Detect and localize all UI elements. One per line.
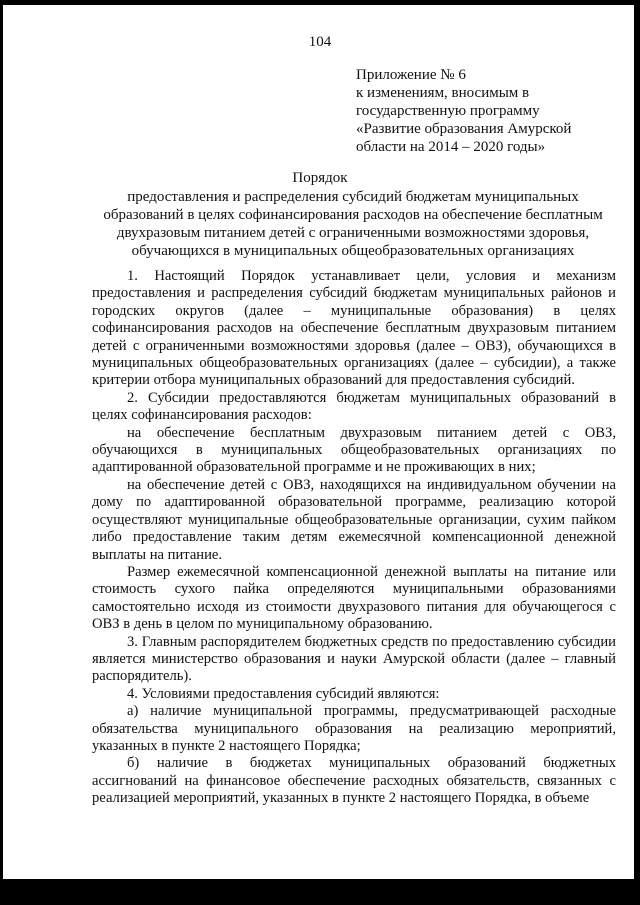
subtitle-line: предоставления и распределения субсидий бюджетам муниципальных bbox=[127, 189, 579, 205]
appendix-line: области на 2014 – 2020 годы» bbox=[356, 139, 546, 155]
subtitle-line: образований в целях софинансирования расходов на обеспечение бесплатным bbox=[103, 207, 603, 223]
subtitle-line: двухразовым питанием детей с ограниченными возможностями здоровья, bbox=[116, 225, 590, 241]
appendix-header bbox=[356, 66, 626, 156]
scan-border-bottom bbox=[0, 879, 640, 905]
document-body bbox=[92, 268, 616, 808]
appendix-line: «Развитие образования Амурской bbox=[356, 121, 572, 137]
paragraph-2-item-1: на обеспечение бесплатным двухразовым питанием детей с ОВЗ, обучающихся в муниципальных общеобразовательных организациях по адаптированной образовательной программе и не проживающих в них; bbox=[92, 424, 616, 476]
page-number: 104 bbox=[308, 34, 332, 50]
scan-border-left bbox=[0, 0, 3, 905]
paragraph-2-item-2: на обеспечение детей с ОВЗ, находящихся на индивидуальном обучении на дому по адаптированной образовательной программе, реализацию которой осуществляют муниципальные общеобразовательные организации, сухим пайком либо предоставление таким детям ежемесячной компенсационной денежной выплаты на питание. bbox=[92, 476, 616, 563]
paragraph-1: 1. Настоящий Порядок устанавливает цели, условия и механизм предоставления и распределения субсидий бюджетам муниципальных районов и городских округов (далее – муниципальные образования) в целях софинансирования расходов на обеспечение бесплатным двухразовым питанием детей с ограниченными возможностями здоровья (далее – ОВЗ), обучающихся в муниципальных общеобразовательных организациях (далее – субсидии), а также критерии отбора муниципальных образований для предоставления субсидий. bbox=[92, 268, 616, 389]
scan-border-top bbox=[0, 0, 640, 5]
paragraph-4-item-b: б) наличие в бюджетах муниципальных образований бюджетных ассигнований на финансовое обеспечение расходных обязательств, связанных с реализацией мероприятий, указанных в пункте 2 настоящего Порядка, в объеме bbox=[92, 755, 616, 807]
appendix-line: Приложение № 6 bbox=[356, 67, 466, 83]
paragraph-3: 3. Главным распорядителем бюджетных средств по предоставлению субсидии является министерство образования и науки Амурской области (далее – главный распорядитель). bbox=[92, 633, 616, 685]
paragraph-2-payment-size: Размер ежемесячной компенсационной денежной выплаты на питание или стоимость сухого пайка определяются муниципальными образованиями самостоятельно исходя из стоимости двухразового питания для обучающегося с ОВЗ в день в целом по муниципальному образованию. bbox=[92, 563, 616, 633]
appendix-line: к изменениям, вносимым в bbox=[356, 85, 530, 101]
document-title: Порядок bbox=[292, 170, 348, 186]
document-subtitle bbox=[88, 188, 618, 260]
paragraph-4: 4. Условиями предоставления субсидий являются: bbox=[127, 685, 440, 702]
subtitle-line: обучающихся в муниципальных общеобразовательных организациях bbox=[131, 243, 575, 259]
scan-border-right bbox=[634, 0, 640, 905]
appendix-line: государственную программу bbox=[356, 103, 540, 119]
paragraph-2: 2. Субсидии предоставляются бюджетам муниципальных образований в целях софинансирования расходов: bbox=[92, 389, 616, 424]
paragraph-4-item-a: а) наличие муниципальной программы, предусматривающей расходные обязательства муниципального образования на реализацию мероприятий, указанных в пункте 2 настоящего Порядка; bbox=[92, 703, 616, 754]
